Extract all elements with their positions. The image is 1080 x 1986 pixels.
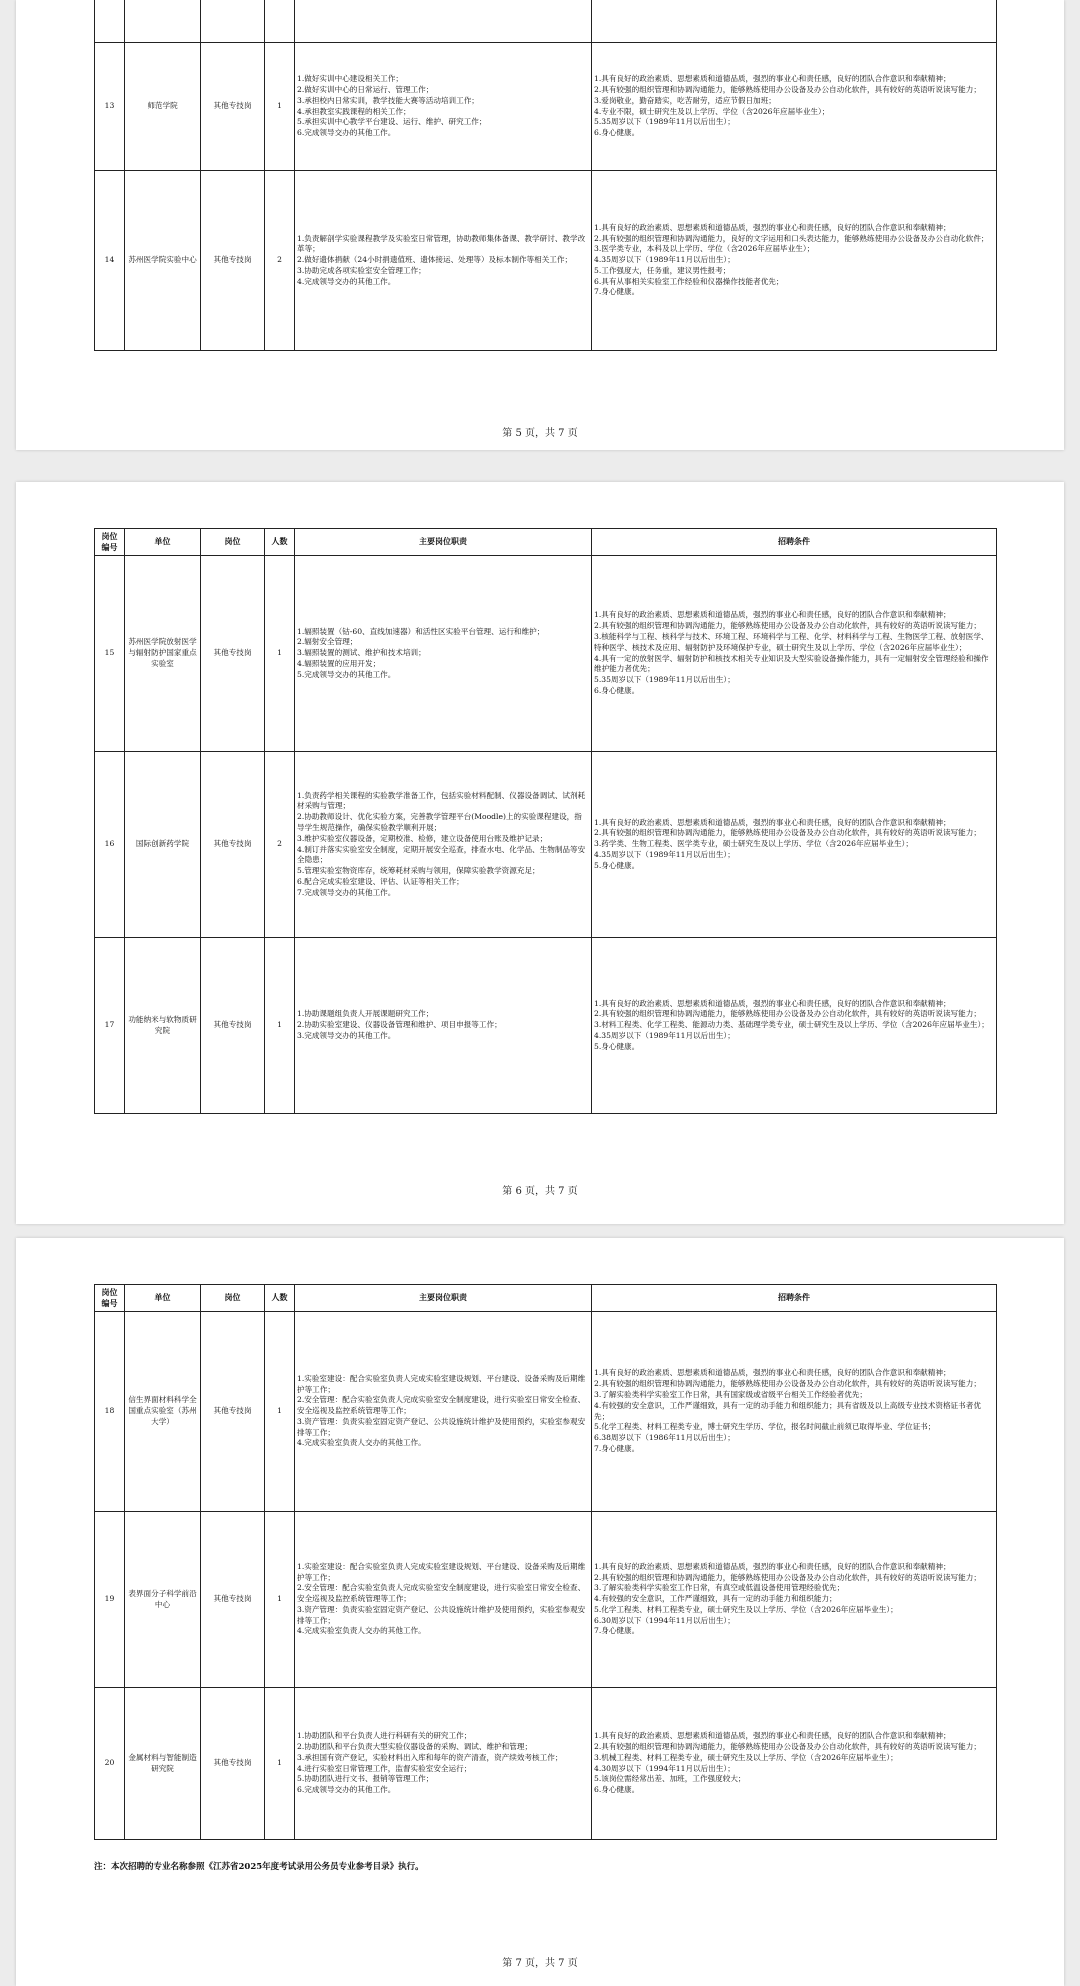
header-duties: 主要岗位职责 [295, 529, 592, 556]
unit-name: 苏州医学院实验中心 [125, 171, 201, 351]
requirements-cell: 1.具有良好的政治素质、思想素质和道德品质，强烈的事业心和责任感，良好的团队合作意识和奉献精神； 2.具有较强的组织管理和协调沟通能力，能够熟练使用办公设备及办公自动化软件，具有较好的英语听说读写能力； 3.了解实验类科学实验室工作日常，有真空或低温设备使用管理经验优先； 4.有较强的安全意识，工作严谨细致，具有一定的动手能力和组织能力； 5.化学工程类、材料工程类专业，硕士研究生及以上学历、学位（含2026年应届毕业生）； 6.30周岁以下（1994年11月以后出生）； 7.身心健康。 [592, 1512, 997, 1688]
header-requirements: 招聘条件 [592, 529, 997, 556]
post-number: 13 [95, 43, 125, 171]
table-row [95, 752, 997, 938]
table-header-row [95, 1285, 997, 1312]
table-row [95, 1688, 997, 1840]
unit-name: 信生界面材料科学全国重点实验室（苏州大学） [125, 1312, 201, 1512]
headcount: 1 [265, 1312, 295, 1512]
header-duties: 主要岗位职责 [295, 1285, 592, 1312]
duties-cell: 1.协助课题组负责人开展课题研究工作； 2.协助实验室建设、仪器设备管理和维护、项目申报等工作； 3.完成领导交办的其他工作。 [295, 938, 592, 1114]
duties-cell: 1.实验室建设：配合实验室负责人完成实验室建设规划、平台建设、设备采购及后期维护等工作； 2.安全管理：配合实验室负责人完成实验室安全制度建设，进行实验室日常安全检查、安全巡视及监控系统管理等工作； 3.资产管理：负责实验室固定资产登记、公共设施统计维护及使用预约，实验室参观安排等工作； 4.完成实验室负责人交办的其他工作。 [295, 1312, 592, 1512]
duties-cell: 1.负责解剖学实验课程教学及实验室日常管理，协助教师集体备课、教学研讨、教学改革等； 2.做好遗体捐献（24小时捐遗值班、遗体接运、处理等）及标本制作等相关工作； 3.协助完成各项实验室安全管理工作； 4.完成领导交办的其他工作。 [295, 171, 592, 351]
table-row [95, 556, 997, 752]
unit-name: 苏州医学院放射医学与辐射防护国家重点实验室 [125, 556, 201, 752]
post-type: 其他专技岗 [201, 171, 265, 351]
table-row [95, 0, 997, 43]
recruitment-table [94, 528, 997, 1114]
requirements-cell: 1.具有良好的政治素质、思想素质和道德品质，强烈的事业心和责任感，良好的团队合作意识和奉献精神； 2.具有较强的组织管理和协调沟通能力，能够熟练使用办公设备及办公自动化软件，具有较好的英语听说读写能力； 3.机械工程类、材料工程类专业，硕士研究生及以上学历、学位（含2026年应届毕业生）； 4.30周岁以下（1994年11月以后出生）； 5.该岗位需经常出差、加班，工作强度较大； 6.身心健康。 [592, 1688, 997, 1840]
table-row [95, 43, 997, 171]
post-number: 20 [95, 1688, 125, 1840]
header-unit: 单位 [125, 529, 201, 556]
header-unit: 单位 [125, 1285, 201, 1312]
table-row [95, 171, 997, 351]
post-number: 16 [95, 752, 125, 938]
requirements-cell: 1.具有良好的政治素质、思想素质和道德品质，强烈的事业心和责任感，良好的团队合作意识和奉献精神； 2.具有较强的组织管理和协调沟通能力，能够熟练使用办公设备及办公自动化软件，具有较好的英语听说读写能力； 3.核能科学与工程、核科学与技术、环境工程、环境科学与工程、化学、材料科学与工程、生物医学工程、放射医学、特种医学、核技术及应用、辐射防护及环境保护专业，硕士研究生及以上学历、学位（含2026年应届毕业生）； 4.具有一定的放射医学、辐射防护和核技术相关专业知识及大型实验设备操作能力，具有一定辐射安全管理经验和操作维护能力者优先； 5.35周岁以下（1989年11月以后出生）； 6.身心健康。 [592, 556, 997, 752]
requirements-cell: 1.具有良好的政治素质、思想素质和道德品质，强烈的事业心和责任感，良好的团队合作意识和奉献精神； 2.具有较强的组织管理和协调沟通能力，能够熟练使用办公设备及办公自动化软件，具有较好的英语听说读写能力； 3.了解实验类科学实验室工作日常，具有国家级或省级平台相关工作经验者优先； 4.有较强的安全意识，工作严谨细致，具有一定的动手能力和组织能力；具有省级及以上高级专业技术资格证书者优先； 5.化学工程类、材料工程类专业，博士研究生学历、学位，报名时间截止前须已取得毕业、学位证书； 6.38周岁以下（1986年11月以后出生）； 7.身心健康。 [592, 1312, 997, 1512]
header-requirements: 招聘条件 [592, 1285, 997, 1312]
post-type: 其他专技岗 [201, 1312, 265, 1512]
recruitment-table [94, 0, 997, 351]
duties-cell: 1.负责药学相关课程的实验教学准备工作，包括实验材料配制、仪器设备调试、试剂耗材采购与管理； 2.协助教师设计、优化实验方案，完善教学管理平台(Moodle)上的实验课程建设，指导学生规范操作，确保实验教学顺利开展； 3.维护实验室仪器设备，定期校准、检修，建立设备使用台账及维护记录； 4.制订并落实实验室安全制度，定期开展安全巡查，排查水电、化学品、生物制品等安全隐患； 5.管理实验室物资库存，统筹耗材采购与领用，保障实验教学资源充足； 6.配合完成实验室建设、评估、认证等相关工作； 7.完成领导交办的其他工作。 [295, 752, 592, 938]
page-number-footer: 第 6 页，共 7 页 [502, 1186, 578, 1197]
unit-name: 表界面分子科学前沿中心 [125, 1512, 201, 1688]
page-number-footer: 第 5 页，共 7 页 [502, 428, 578, 439]
unit-name: 金属材料与智能制造研究院 [125, 1688, 201, 1840]
headcount: 1 [265, 556, 295, 752]
header-post-number: 岗位 编号 [95, 1285, 125, 1312]
duties-cell: 1.实验室建设：配合实验室负责人完成实验室建设规划、平台建设、设备采购及后期维护等工作； 2.安全管理：配合实验室负责人完成实验室安全制度建设，进行实验室日常安全检查、安全巡视及监控系统管理等工作； 3.资产管理：负责实验室固定资产登记、公共设施统计维护及使用预约，实验室参观安排等工作； 4.完成实验室负责人交办的其他工作。 [295, 1512, 592, 1688]
post-number: 18 [95, 1312, 125, 1512]
duties-cell: 1.辐照装置（钴-60、直线加速器）和活性区实验平台管理、运行和维护； 2.辐射安全管理； 3.辐照装置的测试、维护和技术培训； 4.辐照装置的应用开发； 5.完成领导交办的其他工作。 [295, 556, 592, 752]
duties-cell: 1.协助团队和平台负责人进行科研有关的研究工作； 2.协助团队和平台负责大型实验仪器设备的采购、调试、维护和管理； 3.承担国有资产登记，实验材料出入库和每年的资产清查，资产续效考核工作； 4.进行实验室日常管理工作，监督实验室安全运行； 5.协助团队进行文书、报销等管理工作； 6.完成领导交办的其他工作。 [295, 1688, 592, 1840]
post-number: 19 [95, 1512, 125, 1688]
post-number: 14 [95, 171, 125, 351]
page-number-footer: 第 7 页，共 7 页 [502, 1958, 578, 1969]
post-type: 其他专技岗 [201, 43, 265, 171]
post-type: 其他专技岗 [201, 1512, 265, 1688]
post-type: 其他专技岗 [201, 556, 265, 752]
requirements-cell: 1.具有良好的政治素质、思想素质和道德品质，强烈的事业心和责任感，良好的团队合作意识和奉献精神； 2.具有较强的组织管理和协调沟通能力，良好的文字运用和口头表达能力，能够熟练使用办公设备及办公自动化软件； 3.医学类专业，本科及以上学历、学位（含2026年应届毕业生）； 4.35周岁以下（1989年11月以后出生）； 5.工作强度大，任务重，建议男性报考； 6.具有从事相关实验室工作经验和仪器操作技能者优先； 7.身心健康。 [592, 171, 997, 351]
post-type: 其他专技岗 [201, 752, 265, 938]
header-post-number: 岗位 编号 [95, 529, 125, 556]
table-row [95, 1512, 997, 1688]
footnote: 注：本次招聘的专业名称参照《江苏省2025年度考试录用公务员专业参考目录》执行。 [94, 1862, 424, 1872]
header-count: 人数 [265, 529, 295, 556]
requirements-cell: 1.具有良好的政治素质、思想素质和道德品质，强烈的事业心和责任感，良好的团队合作意识和奉献精神； 2.具有较强的组织管理和协调沟通能力，能够熟练使用办公设备及办公自动化软件，具有较好的英语听说读写能力； 3.材料工程类、化学工程类、能源动力类、基础理学类专业，硕士研究生及以上学历、学位（含2026年应届毕业生）； 4.35周岁以下（1989年11月以后出生）； 5.身心健康。 [592, 938, 997, 1114]
post-number: 15 [95, 556, 125, 752]
unit-name: 师范学院 [125, 43, 201, 171]
document-page-7 [16, 1238, 1064, 1986]
headcount: 2 [265, 752, 295, 938]
header-post: 岗位 [201, 529, 265, 556]
header-count: 人数 [265, 1285, 295, 1312]
unit-name: 功能纳米与软物质研究院 [125, 938, 201, 1114]
unit-name: 国际创新药学院 [125, 752, 201, 938]
headcount: 2 [265, 171, 295, 351]
document-page-6 [16, 482, 1064, 1224]
headcount: 1 [265, 43, 295, 171]
header-post: 岗位 [201, 1285, 265, 1312]
document-page-5 [16, 0, 1064, 450]
headcount: 1 [265, 1512, 295, 1688]
post-type: 其他专技岗 [201, 1688, 265, 1840]
table-row [95, 1312, 997, 1512]
post-type: 其他专技岗 [201, 938, 265, 1114]
post-number: 17 [95, 938, 125, 1114]
headcount: 1 [265, 938, 295, 1114]
table-header-row [95, 529, 997, 556]
recruitment-table [94, 1284, 997, 1840]
requirements-cell: 1.具有良好的政治素质、思想素质和道德品质，强烈的事业心和责任感，良好的团队合作意识和奉献精神； 2.具有较强的组织管理和协调沟通能力，能够熟练使用办公设备及办公自动化软件，具有较好的英语听说读写能力； 3.药学类、生物工程类、医学类专业，硕士研究生及以上学历、学位（含2026年应届毕业生）； 4.35周岁以下（1989年11月以后出生）； 5.身心健康。 [592, 752, 997, 938]
duties-cell: 1.做好实训中心建设相关工作； 2.做好实训中心的日常运行、管理工作； 3.承担校内日常实训，教学技能大赛等活动培训工作； 4.承担教室实践课程的相关工作； 5.承担实训中心教学平台建设、运行、维护、研究工作； 6.完成领导交办的其他工作。 [295, 43, 592, 171]
requirements-cell: 1.具有良好的政治素质、思想素质和道德品质，强烈的事业心和责任感，良好的团队合作意识和奉献精神； 2.具有较强的组织管理和协调沟通能力，能够熟练使用办公设备及办公自动化软件，具有较好的英语听说读写能力； 3.爱岗敬业，勤奋踏实，吃苦耐劳，适应节假日加班； 4.专业不限，硕士研究生及以上学历、学位（含2026年应届毕业生）； 5.35周岁以下（1989年11月以后出生）； 6.身心健康。 [592, 43, 997, 171]
headcount: 1 [265, 1688, 295, 1840]
table-row [95, 938, 997, 1114]
